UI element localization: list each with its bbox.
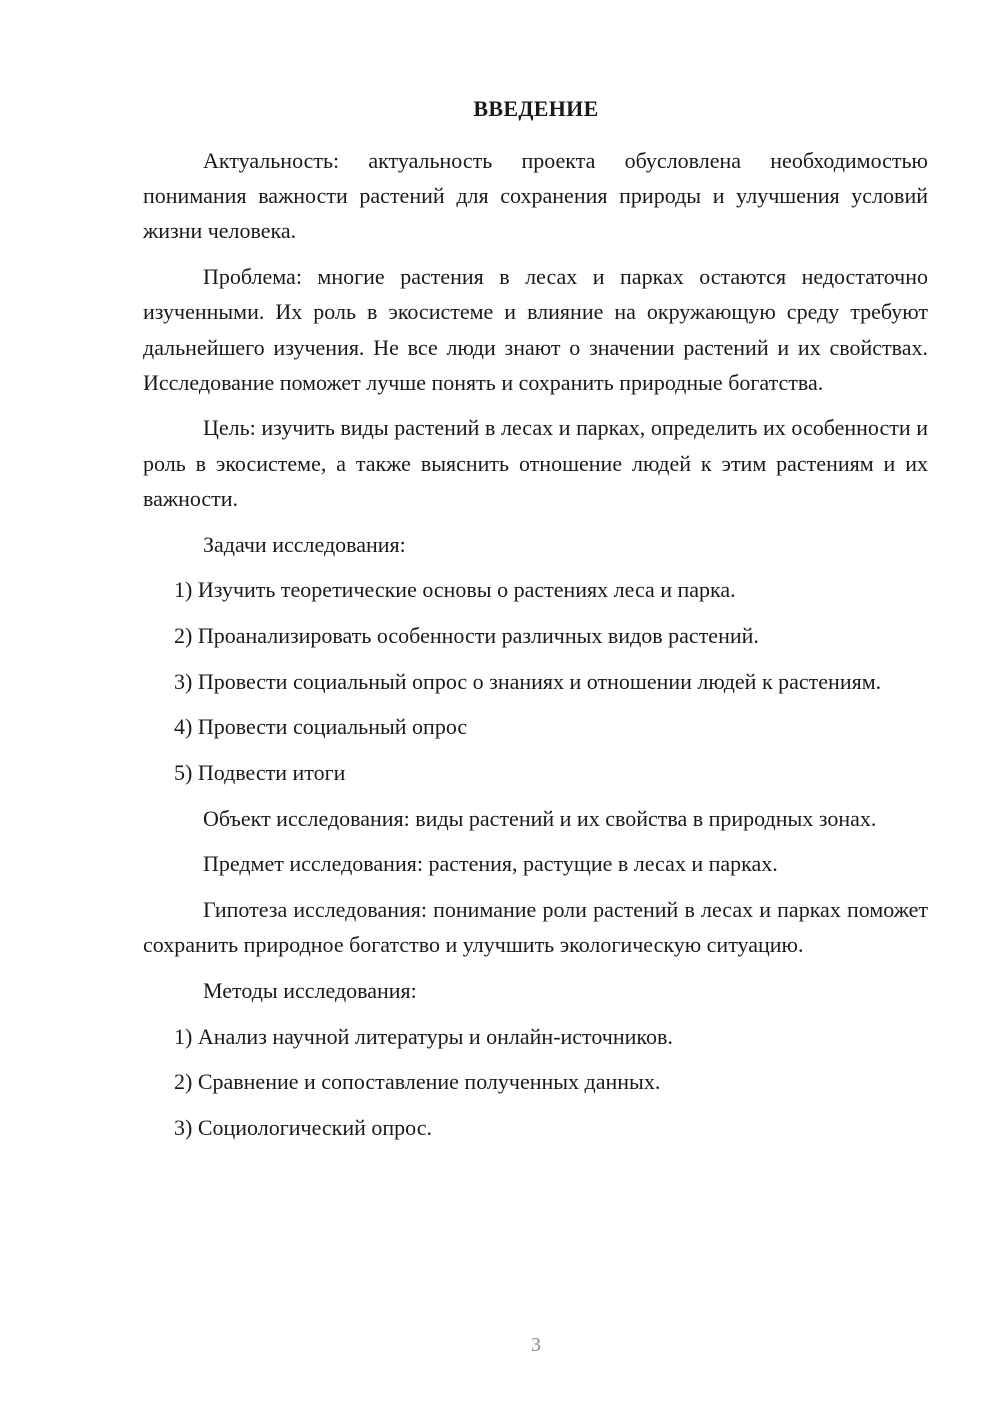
- method-item-2: 2) Сравнение и сопоставление полученных данных.: [174, 1069, 661, 1095]
- relevance-paragraph: Актуальность: актуальность проекта обусловлена необходимостью понимания важности растений для сохранения природы и улучшения условий жизни человека.: [143, 148, 928, 244]
- hypothesis-paragraph: Гипотеза исследования: понимание роли растений в лесах и парках поможет сохранить природное богатство и улучшить экологическую ситуацию.: [143, 897, 928, 958]
- task-item-4: 4) Провести социальный опрос: [174, 714, 468, 740]
- method-item-1: 1) Анализ научной литературы и онлайн-источников.: [174, 1023, 673, 1049]
- method-item-3: 3) Социологический опрос.: [174, 1115, 432, 1141]
- goal-paragraph: Цель: изучить виды растений в лесах и парках, определить их особенности и роль в экосистеме, а также выяснить отношение людей к этим растениям и их важности.: [143, 415, 928, 511]
- task-item-1: 1) Изучить теоретические основы о растениях леса и парка.: [174, 577, 736, 603]
- object-paragraph: Объект исследования: виды растений и их свойства в природных зонах.: [203, 805, 877, 831]
- task-item-3: 3) Провести социальный опрос о знаниях и отношении людей к растениям.: [174, 668, 882, 694]
- problem-paragraph: Проблема: многие растения в лесах и парках остаются недостаточно изученными. Их роль в экосистеме и влияние на окружающую среду требуют дальнейшего изучения. Не все люди знают о значении растений и их свойствах. Исследование поможет лучше понять и сохранить природные богатства.: [143, 264, 928, 395]
- task-item-5: 5) Подвести итоги: [174, 760, 346, 786]
- subject-paragraph: Предмет исследования: растения, растущие в лесах и парках.: [203, 851, 778, 877]
- document-body: [143, 143, 928, 1156]
- page-number: 3: [531, 1334, 541, 1356]
- methods-heading: Методы исследования:: [203, 978, 417, 1004]
- task-item-2: 2) Проанализировать особенности различных видов растений.: [174, 622, 759, 648]
- section-heading: ВВЕДЕНИЕ: [473, 96, 599, 121]
- tasks-heading: Задачи исследования:: [203, 531, 406, 557]
